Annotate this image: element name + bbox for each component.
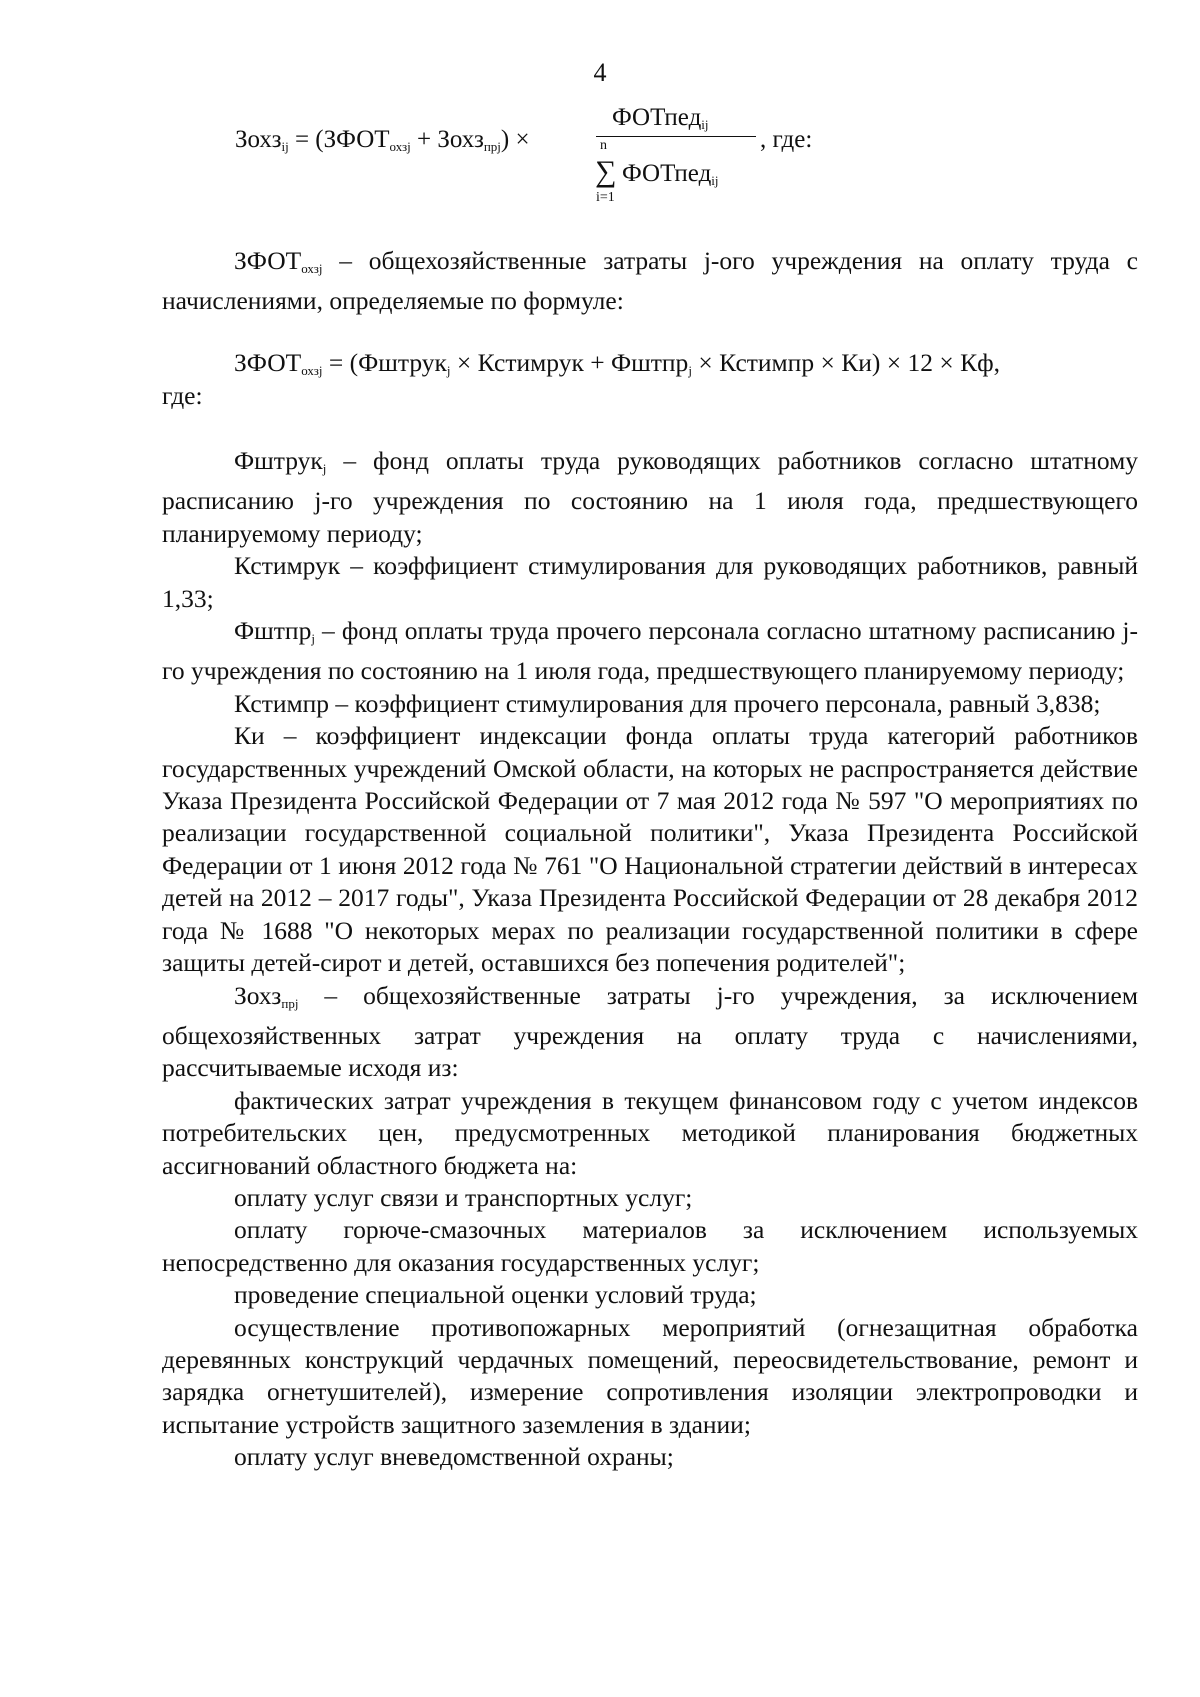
f2-c-sub: j <box>688 363 692 378</box>
fshtruk-text: – фонд оплаты труда руководящих работников согласно штатному расписанию j-го учреждения по состоянию на 1 июля года, предшествующего планируемому периоду; <box>162 446 1138 548</box>
fshtpr-term: Фштпр <box>234 616 312 646</box>
formula-2-where: где: <box>162 381 203 410</box>
fshtruk-term: Фштрук <box>234 446 323 475</box>
zfot-term: ЗФОТ <box>234 246 302 275</box>
f1-mid-sub: охзj <box>389 139 411 154</box>
f1-num: ФОТпед <box>612 104 702 131</box>
f1-mid2-sub: прj <box>483 139 501 154</box>
sum-upper-limit: n <box>600 138 607 153</box>
fshtruk-term-sub: j <box>322 461 327 476</box>
list-item: оплату услуг вневедомственной охраны; <box>234 1442 674 1472</box>
f1-mid: = (ЗФОТ <box>288 126 390 153</box>
zohz-term: Зохз <box>234 980 282 1010</box>
sum-symbol: ∑ <box>595 155 617 188</box>
formula-1-lhs <box>235 126 530 155</box>
para-kstimpr: Кстимпр – коэффициент стимулирования для прочего персонала, равный 3,838; <box>234 688 1101 718</box>
f1-den-sub: ij <box>711 173 719 188</box>
f2-b-sub: j <box>446 363 451 378</box>
f2-a: ЗФОТ <box>234 348 302 377</box>
zfot-text: – общехозяйственные затраты j-ого учреждения на оплату труда с начислениями, определяемые по формуле: <box>162 246 1138 316</box>
para-zohz <box>162 980 1138 1085</box>
para-ki: Ки – коэффициент индексации фонда оплаты труда категорий работников государственных учреждений Омской области, на которых не распространяется действие Указа Президента Российской Федерации от 7 мая 2012 года № 597 "О мероприятиях по реализации государственной социальной политики", Указа Президента Российской Федерации от 1 июня 2012 года № 761 "О Национальной стратегии действий в интересах детей на 2012 – 2017 годы", Указа Президента Российской Федерации от 28 декабря 2012 года № 1688 "О некоторых мерах по реализации государственной политики в сфере защиты детей-сирот и детей, оставшихся без попечения родителей"; <box>162 721 1138 978</box>
zfot-term-sub: охзj <box>301 261 323 276</box>
f1-lhs-sub: ij <box>281 139 289 154</box>
f1-num-sub: ij <box>701 117 709 132</box>
list-item: оплату горюче-смазочных материалов за исключением используемых непосредственно для оказания государственных услуг; <box>162 1215 1138 1277</box>
zohz-text: – общехозяйственные затраты j-го учреждения, за исключением общехозяйственных затрат учреждения на оплату труда с начислениями, рассчитываемые исходя из: <box>162 980 1138 1083</box>
fshtpr-text: – фонд оплаты труда прочего персонала согласно штатному расписанию j-го учреждения по состоянию на 1 июля года, предшествующего планируемому периоду; <box>162 616 1138 686</box>
formula-1-where: , где: <box>760 126 813 153</box>
f2-c: × Кстимрук + Фштпр <box>450 348 689 377</box>
para-fshtruk <box>162 445 1138 550</box>
f1-lhs: Зохз <box>235 126 282 153</box>
list-item: проведение специальной оценки условий труда; <box>234 1280 757 1310</box>
zohz-term-sub: прj <box>281 995 299 1011</box>
para-kstimruk: Кстимрук – коэффициент стимулирования для руководящих работников, равный 1,33; <box>162 551 1138 613</box>
para-fshtpr <box>162 615 1138 688</box>
definition-zfot <box>162 245 1138 318</box>
f2-d: × Кстимпр × Ки) × 12 × Кф, <box>691 348 1001 377</box>
f2-a-sub: охзj <box>301 363 323 378</box>
list-item: фактических затрат учреждения в текущем финансовом году с учетом индексов потребительских цен, предусмотренных методикой планирования бюджетных ассигнований областного бюджета на: <box>162 1085 1138 1180</box>
formula-1-denominator <box>622 160 719 189</box>
page-number: 4 <box>593 58 607 87</box>
definitions-body <box>162 445 1138 1474</box>
f1-den: ФОТпед <box>622 160 712 187</box>
sum-lower-limit: i=1 <box>596 190 615 205</box>
list-item: оплату услуг связи и транспортных услуг; <box>234 1182 693 1212</box>
fraction-bar <box>596 136 756 137</box>
list-item: осуществление противопожарных мероприятий (огнезащитная обработка деревянных конструкций чердачных помещений, переосвидетельствование, ремонт и зарядка огнетушителей), измерение сопротивления изоляции электропроводки и испытание устройств защитного заземления в здании; <box>162 1312 1138 1439</box>
f1-mid3: ) × <box>500 126 530 153</box>
f1-mid2: + Зохз <box>410 126 484 153</box>
formula-1-numerator <box>612 104 709 133</box>
fshtpr-term-sub: j <box>311 631 315 647</box>
f2-b: = (Фштрук <box>322 348 447 377</box>
